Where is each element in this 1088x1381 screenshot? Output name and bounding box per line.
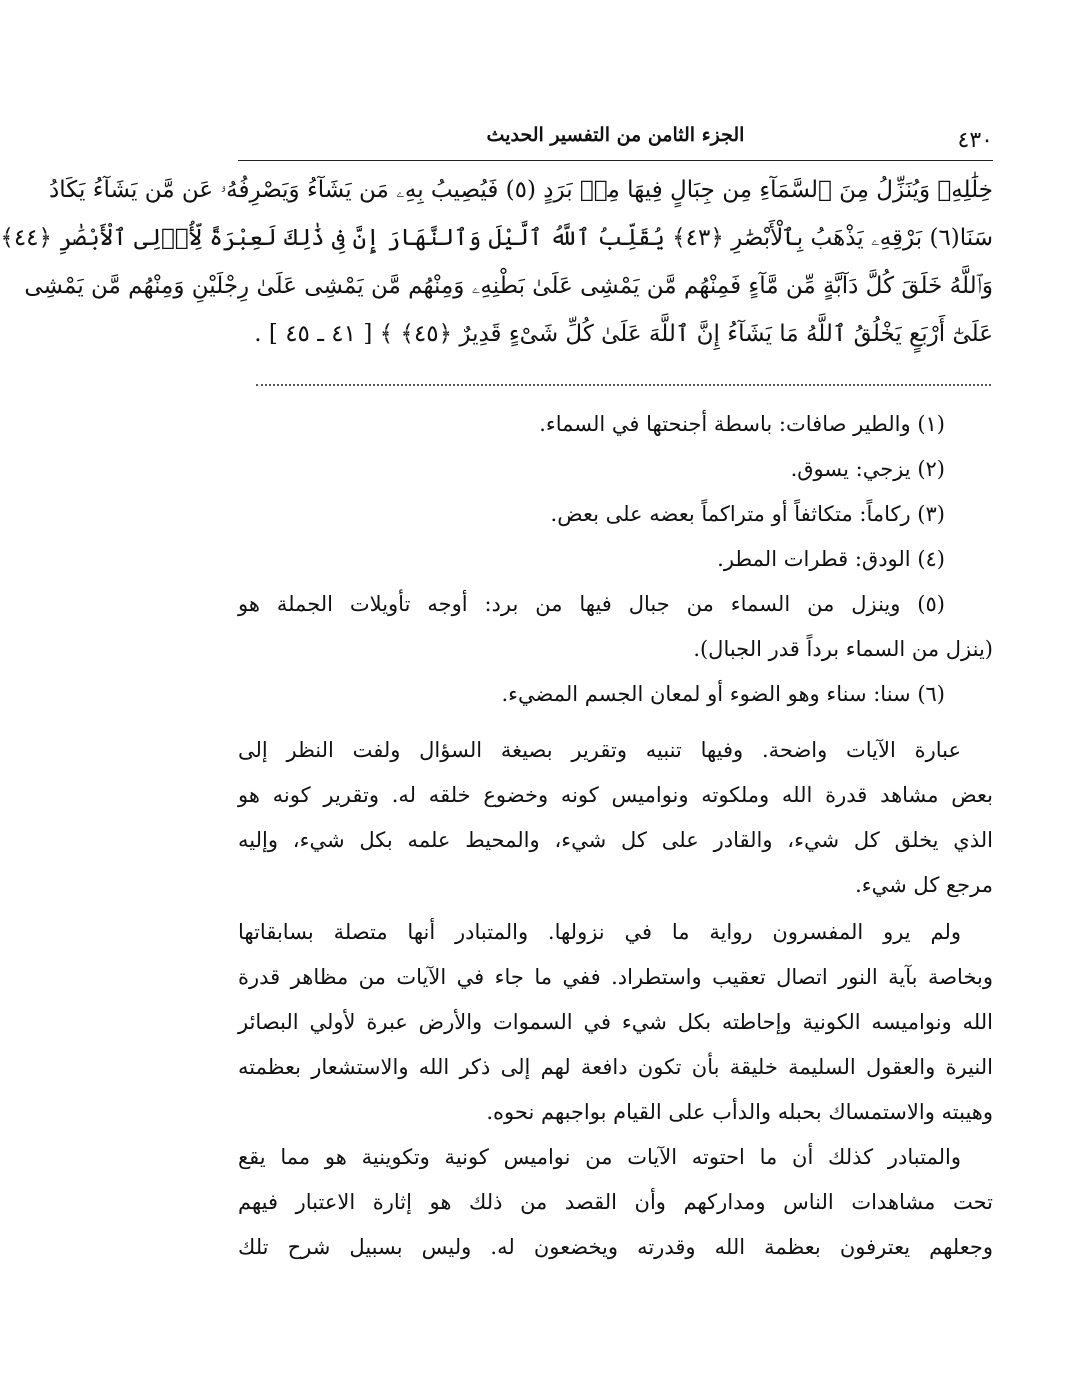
paragraph-line: وهيبته والاستمساك بحبله والدأب على القيام بواجبهم نحوه. <box>486 1100 993 1124</box>
paragraph-line: والمتبادر كذلك أن ما احتوته الآيات من نواميس كونية وتكوينية هو مما يقع <box>238 1145 961 1169</box>
paragraph-line: وجعلهم يعترفون بعظمة الله وقدرته ويخضعون له. وليس بسبيل شرح تلك <box>238 1235 993 1259</box>
paragraph-line: ولم يرو المفسرون رواية ما في نزولها. والمتبادر أنها متصلة بسابقاتها <box>238 920 961 944</box>
paragraph-2 <box>238 910 993 1135</box>
header-divider <box>238 160 993 161</box>
paragraph-1 <box>238 728 993 908</box>
footnote-6: (٦) سنا: سناء وهو الضوء أو لمعان الجسم المضيء. <box>501 682 945 706</box>
paragraph-line: مرجع كل شيء. <box>855 873 993 897</box>
paragraph-line: وبخاصة بآية النور اتصال تعقيب واستطراد. ففي ما جاء في الآيات من مظاهر قدرة <box>238 965 993 989</box>
paragraph-line: الذي يخلق كل شيء، والقادر على كل شيء، والمحيط علمه بكل شيء، وإليه <box>238 828 993 852</box>
page-number: ٤٣٠ <box>957 128 993 153</box>
quran-line: وَٱللَّهُ خَلَقَ كُلَّ دَآبَّةٍ مِّن مَّآءٍ فَمِنْهُم مَّن يَمْشِى عَلَىٰ بَطْنِهِۦ وَمِنْهُم مَّن يَمْشِى عَلَىٰ رِجْلَيْنِ وَمِنْهُم مَّن يَمْشِى <box>24 273 993 299</box>
footnotes <box>238 402 993 717</box>
running-title: الجزء الثامن من التفسير الحديث <box>486 124 745 146</box>
footnote-separator <box>256 384 991 386</box>
footnote-5-line-2: (ينزل من السماء برداً قدر الجبال). <box>693 637 993 661</box>
paragraph-line: عبارة الآيات واضحة. وفيها تنبيه وتقرير بصيغة السؤال ولفت النظر إلى <box>238 738 961 762</box>
footnote-2: (٢) يزجي: يسوق. <box>790 457 945 481</box>
paragraph-3 <box>238 1135 993 1270</box>
quran-line: سَنَا(٦) بَرْقِهِۦ يَذْهَبُ بِٱلْأَبْصَٰرِ ﴿٤٣﴾ يُقَلِّبُ ٱللَّهُ ٱلَّيْلَ وَٱلنَّهَارَ إِنَّ فِى ذَٰلِكَ لَعِبْرَةً لِّأُو۟لِى ٱلْأَبْصَٰرِ ﴿٤٤﴾ <box>0 225 993 251</box>
footnote-4: (٤) الودق: قطرات المطر. <box>717 547 945 571</box>
footnote-1: (١) والطير صافات: باسطة أجنحتها في السماء. <box>539 412 945 436</box>
paragraph-line: الله ونواميسه الكونية وإحاطته بكل شيء في السموات والأرض عبرة لأولي البصائر <box>238 1010 993 1034</box>
quran-line: عَلَىٰٓ أَرْبَعٍ يَخْلُقُ ٱللَّهُ مَا يَشَآءُ إِنَّ ٱللَّهَ عَلَىٰ كُلِّ شَىْءٍ قَدِيرٌ ﴿٤٥﴾ ﴾ [ ٤١ ـ ٤٥ ] . <box>254 321 993 347</box>
footnote-3: (٣) ركاماً: متكاثفاً أو متراكماً بعضه على بعض. <box>550 502 945 526</box>
footnote-5-line-1: (٥) وينزل من السماء من جبال فيها من برد: أوجه تأويلات الجملة هو <box>238 592 945 616</box>
paragraph-line: النيرة والعقول السليمة خليقة بأن تكون دافعة لهم إلى ذكر الله والاستشعار بعظمته <box>238 1055 993 1079</box>
quran-line: خِلَٰلِهِۦ وَيُنَزِّلُ مِنَ ٱلسَّمَآءِ مِن جِبَالٍ فِيهَا مِنۢ بَرَدٍ (٥) فَيُصِيبُ بِهِۦ مَن يَشَآءُ وَيَصْرِفُهُۥ عَن مَّن يَشَآءُ يَكَادُ <box>49 177 993 203</box>
quran-verses <box>0 166 993 358</box>
paragraph-line: تحت مشاهدات الناس ومداركهم وأن القصد من ذلك هو إثارة الاعتبار فيهم <box>238 1190 993 1214</box>
paragraph-line: بعض مشاهد قدرة الله وملكوته ونواميس كونه وخضوع خلقه له. وتقرير كونه هو <box>238 783 993 807</box>
page-header <box>238 118 993 158</box>
footnote-5 <box>238 582 993 672</box>
